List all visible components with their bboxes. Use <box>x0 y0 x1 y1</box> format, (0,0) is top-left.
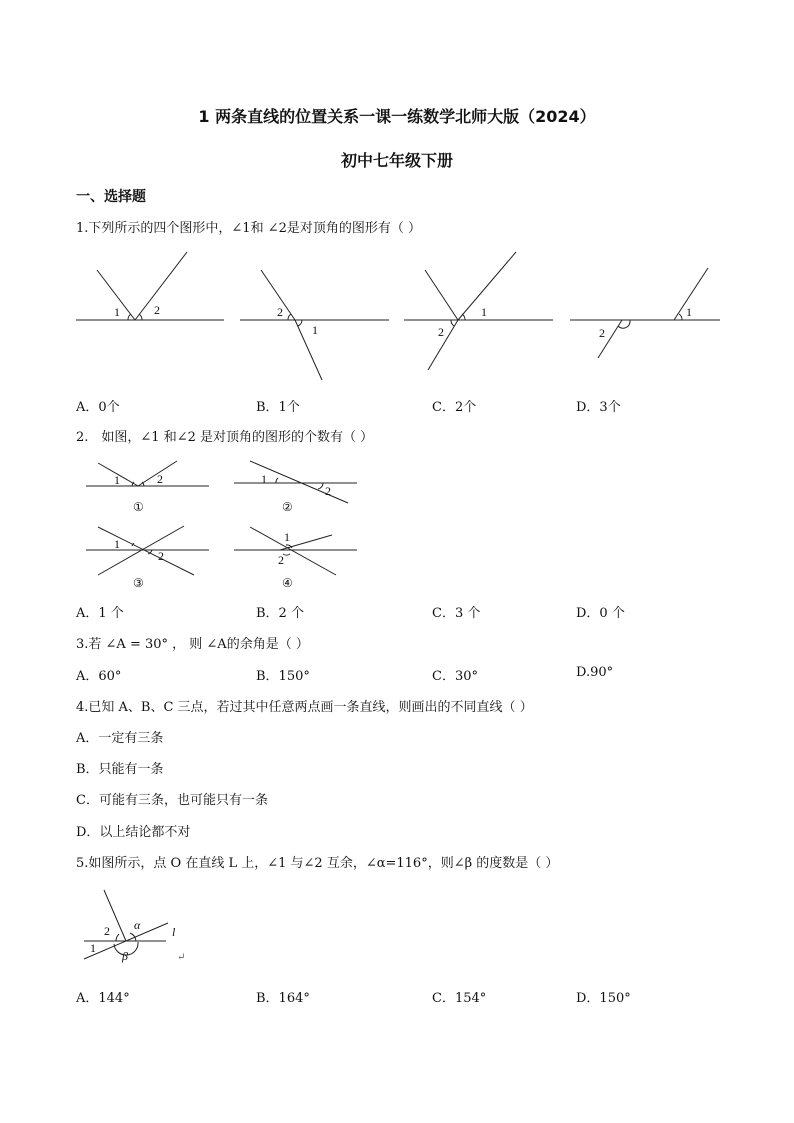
q5-label-alpha: α <box>134 918 141 932</box>
q2-figure-4 <box>234 527 357 590</box>
q1-figure-d <box>570 268 720 358</box>
q1-option-d[interactable]: D．3个 <box>576 400 621 415</box>
q2-fig3-label-1: 1 <box>114 537 120 551</box>
q1-figure-a <box>76 252 224 320</box>
question-1-figures <box>70 246 730 386</box>
page-subtitle: 初中七年级下册 <box>340 151 453 170</box>
q1-fig-b-label-2: 2 <box>277 305 283 319</box>
q2-figure-2 <box>234 461 357 514</box>
q1-option-a[interactable]: A．0个 <box>76 400 120 415</box>
q1-fig-d-label-2: 2 <box>599 326 605 340</box>
question-5-stem: 5.如图所示，点 O 在直线 L 上，∠1 与∠2 互余，∠α=116°，则∠β 的度数是（ ） <box>76 856 559 871</box>
q5-label-1: 1 <box>90 941 96 955</box>
q2-fig1-caption: ① <box>133 500 144 514</box>
q1-figure-b <box>240 270 389 380</box>
question-2-stem: 2. 如图，∠1 和∠2 是对顶角的图形的个数有（ ） <box>76 430 374 445</box>
q3-option-c[interactable]: C．30° <box>432 669 478 684</box>
q5-option-b[interactable]: B．164° <box>256 991 310 1006</box>
q4-option-c[interactable]: C．可能有三条，也可能只有一条 <box>76 793 268 808</box>
q5-option-d[interactable]: D．150° <box>576 991 631 1006</box>
q5-label-2: 2 <box>104 924 110 938</box>
q2-fig2-caption: ② <box>282 500 293 514</box>
q4-option-a[interactable]: A．一定有三条 <box>76 731 164 746</box>
q1-option-c[interactable]: C．2个 <box>432 400 477 415</box>
q3-option-b[interactable]: B．150° <box>256 669 310 684</box>
q1-fig-c-label-2: 2 <box>438 325 444 339</box>
q1-fig-a-label-1: 1 <box>114 305 120 319</box>
q1-fig-d-label-1: 1 <box>686 305 692 319</box>
q2-option-c[interactable]: C．3 个 <box>432 606 481 621</box>
q5-label-l: l <box>172 925 176 939</box>
q2-fig4-label-1: 1 <box>284 530 290 544</box>
q2-fig3-label-2: 2 <box>158 549 164 563</box>
q3-option-d[interactable]: D.90° <box>576 665 614 680</box>
q2-fig2-label-2: 2 <box>325 484 331 498</box>
q2-figure-1 <box>86 461 209 514</box>
q2-option-d[interactable]: D．0 个 <box>576 606 625 621</box>
q4-option-b[interactable]: B．只能有一条 <box>76 762 164 777</box>
page-title: 1 两条直线的位置关系一课一练数学北师大版（2024） <box>198 107 596 126</box>
q5-option-a[interactable]: A．144° <box>76 991 130 1006</box>
q2-fig4-caption: ④ <box>282 576 293 590</box>
q2-fig3-caption: ③ <box>133 576 144 590</box>
question-4-stem: 4.已知 A、B、C 三点，若过其中任意两点画一条直线，则画出的不同直线（ ） <box>76 700 533 715</box>
q5-return-mark: ↵ <box>177 952 186 963</box>
section-heading: 一、选择题 <box>76 189 146 205</box>
q2-figure-3 <box>86 526 209 590</box>
q2-option-b[interactable]: B．2 个 <box>256 606 304 621</box>
q1-option-b[interactable]: B．1个 <box>256 400 300 415</box>
q1-figure-c <box>404 252 553 370</box>
q2-fig1-label-2: 2 <box>157 472 163 486</box>
q4-option-d[interactable]: D．以上结论都不对 <box>76 825 191 840</box>
q5-label-beta: β <box>122 949 128 963</box>
question-5-figure <box>76 886 196 966</box>
q2-fig1-label-1: 1 <box>114 473 120 487</box>
q1-fig-a-label-2: 2 <box>154 303 160 317</box>
question-3-stem: 3.若 ∠A = 30° ， 则 ∠A的余角是（ ） <box>76 637 309 652</box>
q1-fig-b-label-1: 1 <box>312 323 318 337</box>
question-2-figures <box>80 453 370 593</box>
q2-fig4-label-2: 2 <box>278 553 284 567</box>
q2-option-a[interactable]: A．1 个 <box>76 606 124 621</box>
question-1-stem: 1.下列所示的四个图形中，∠1和 ∠2是对顶角的图形有（ ） <box>76 221 421 236</box>
q3-option-a[interactable]: A．60° <box>76 669 122 684</box>
q2-fig2-label-1: 1 <box>261 472 267 486</box>
q1-fig-c-label-1: 1 <box>481 305 487 319</box>
q5-option-c[interactable]: C．154° <box>432 991 487 1006</box>
